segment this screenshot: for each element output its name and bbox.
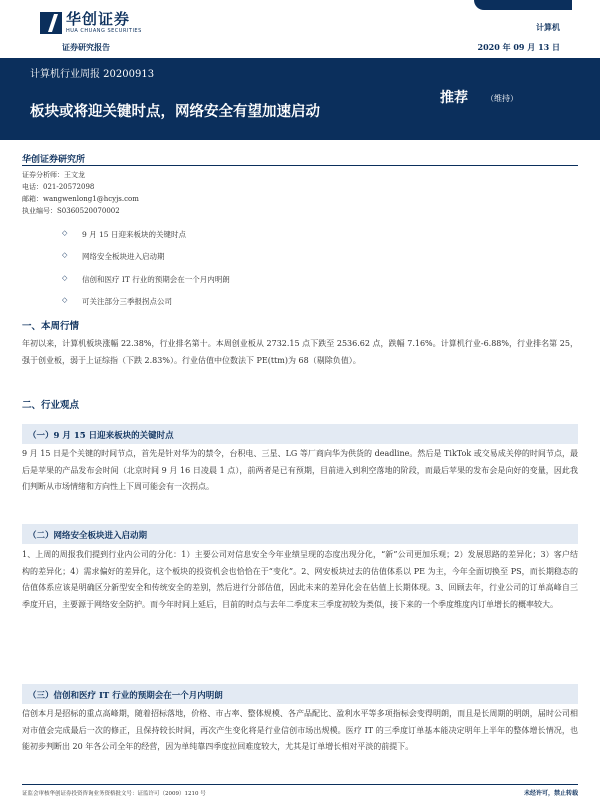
diamond-bullet-icon: ◇	[62, 295, 68, 304]
logo-text: 华创证券	[66, 10, 131, 28]
report-type: 证券研究报告	[62, 42, 110, 52]
section-paragraph: 年初以来，计算机板块涨幅 22.38%，行业排名第十。本周创业板从 2732.15 点下跌至 2536.62 点，跌幅 7.16%。计算机行业-6.88%，行业排名第 25，强于创业板，弱于上证综指（下跌 2.83%）。行业估值中位数法下 PE(ttm)为 68（剔除负值）。	[22, 339, 578, 365]
section-heading: 一、本周行情	[22, 321, 80, 332]
diamond-bullet-icon: ◇	[62, 251, 68, 260]
subsection-heading: （二）网络安全板块进入启动期	[28, 531, 148, 541]
corner-tab	[474, 0, 572, 10]
subsection-paragraph: 9 月 15 日是个关键的时间节点，首先是针对华为的禁令，台积电、三星、LG 等厂商向华为供货的 deadline。然后是 TikTok 或交易成关停的时间节点，最后是苹果的产品发布会时间（北京时间 9 月 16 日凌晨 1 点），前两者是已有预期，目前进入到利空落地的阶段，而最后苹果的发布会是向好的变量，因此我们判断从市场情绪和方向性上下周可能会有一次拐点。	[22, 449, 578, 491]
sector-label: 计算机	[536, 22, 560, 32]
subsection-heading: （一）9 月 15 日迎来板块的关键时点	[28, 431, 174, 441]
logo-english-text: HUA CHUANG SECURITIES	[66, 28, 142, 34]
page-title: 板块或将迎关键时点，网络安全有望加速启动	[30, 103, 320, 120]
list-item	[62, 296, 230, 318]
footer-license: 证监会审核华创证券投资咨询业务资格批文号：证监许可（2009）1210 号	[22, 791, 206, 797]
highlight-text: 网络安全板块进入启动期	[82, 252, 165, 262]
highlight-text: 可关注部分三季报拐点公司	[82, 296, 172, 306]
highlight-text: 9 月 15 日迎来板块的关键时点	[82, 230, 186, 239]
list-item	[62, 229, 230, 251]
highlights-list	[62, 229, 230, 318]
analyst-license: 执业编号：S0360520070002	[22, 207, 120, 215]
rating-note: （维持）	[486, 94, 518, 103]
institute-name: 华创证券研究所	[22, 155, 86, 165]
report-date: 2020 年 09 月 13 日	[477, 42, 560, 52]
subsection-heading: （三）信创和医疗 IT 行业的预期会在一个月内明朗	[28, 691, 223, 701]
diamond-bullet-icon: ◇	[62, 229, 68, 237]
report-series: 计算机行业周报 20200913	[30, 69, 155, 80]
subsection-paragraph: 信创本月是招标的重点高峰期，随着招标落地，价格、市占率、整体规模、各产品配比、盈利水平等多项指标会变得明朗，而且是长周期的明朗，届时公司相对市值会完成最后一次的修正，且保持较长时间，再次产生变化将是行业信创市场出规模。医疗 IT 的三季度订单基本能决定明年上半年的整体增长情况，也能初步判断出 20 年各公司全年的经营，因为单纯靠四季度拉回难度较大，尤其是订单增长相对平淡的前提下。	[22, 709, 578, 751]
highlight-text: 信创和医疗 IT 行业的预期会在一个月内明朗	[82, 274, 230, 284]
analyst-name: 证券分析师：王文龙	[22, 171, 85, 179]
logo-slash-icon	[44, 14, 60, 32]
list-item	[62, 274, 230, 296]
list-item	[62, 251, 230, 273]
analyst-email: 邮箱：wangwenlong1@hcyjs.com	[22, 195, 139, 203]
section-heading: 二、行业观点	[22, 400, 80, 411]
diamond-bullet-icon: ◇	[62, 273, 68, 282]
analyst-phone: 电话：021-20572098	[22, 183, 95, 191]
footer-divider	[22, 784, 578, 785]
divider	[22, 165, 578, 166]
rating-label: 推荐	[440, 90, 468, 106]
footer-notice: 未经许可，禁止转载	[523, 790, 578, 797]
subsection-paragraph: 1、上周的周报我们提到行业内公司的分化：1）主要公司对信息安全今年业绩呈现的态度出现分化，“新”公司更加乐观；2）发展思路的差异化；3）客户结构的差异化；4）需求偏好的差异化，这个板块的投资机会也恰恰在于“变化”。2、网安板块过去的估值体系以 PE 为主，今年全面切换至 PS，而长期稳态的估值体系应该是明确区分新型安全和传统安全的差别，然后进行分部估值，因此未来的差异化会在估值上长期体现。3、回顾去年，行业公司的订单高峰自三季度开启，主要源于网络安全防护。而今年时间上延后，目前的时点与去年二季度末三季度初较为类似，接下来的一个季度维度内订单增长的概率较大。	[22, 550, 578, 609]
